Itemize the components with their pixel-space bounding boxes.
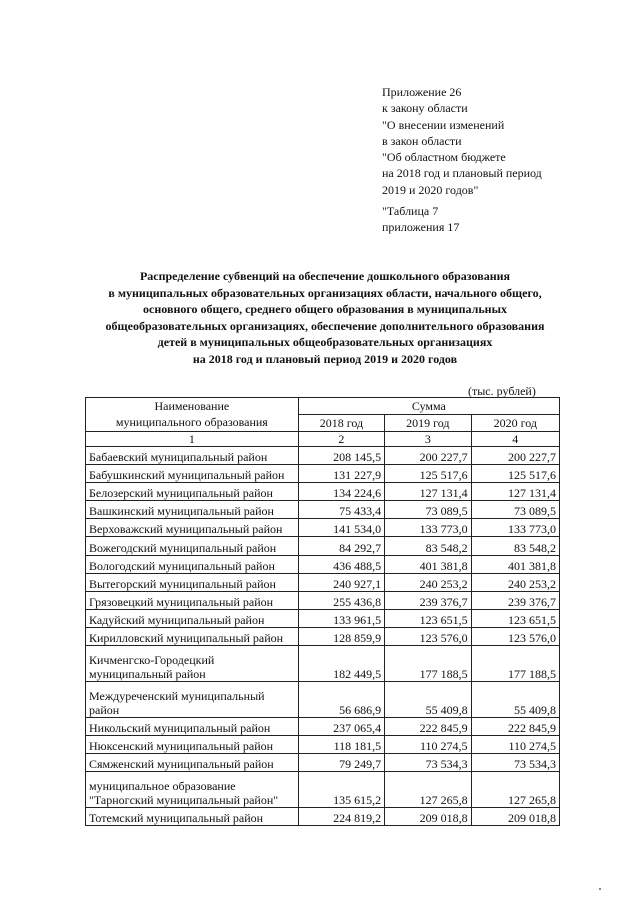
- cell-2018: 135 615,2: [298, 772, 384, 808]
- cell-2019: 127 265,8: [385, 772, 471, 808]
- column-header-2018: 2018 год: [298, 415, 384, 432]
- cell-2020: 401 381,8: [471, 555, 559, 573]
- cell-2018: 436 488,5: [298, 555, 384, 573]
- cell-2020: 240 253,2: [471, 573, 559, 591]
- cell-name: Вашкинский муниципальный район: [86, 501, 299, 519]
- cell-2018: 237 065,4: [298, 718, 384, 736]
- appendix-line: к закону области: [382, 101, 468, 116]
- cell-name: муниципальное образование "Тарногский муниципальный район": [86, 772, 299, 808]
- column-header-2020: 2020 год: [471, 415, 559, 432]
- cell-name: Кирилловский муниципальный район: [86, 627, 299, 645]
- cell-2020: 123 576,0: [471, 627, 559, 645]
- cell-2020: 127 265,8: [471, 772, 559, 808]
- table-row: [86, 447, 560, 465]
- appendix-line: на 2018 год и плановый период: [382, 166, 542, 181]
- appendix-line: приложения 17: [382, 220, 460, 235]
- table-row: [86, 465, 560, 483]
- cell-2019: 73 534,3: [385, 754, 471, 772]
- cell-2020: 177 188,5: [471, 646, 559, 682]
- title-line: в муниципальных образовательных организациях области, начального общего,: [108, 285, 542, 300]
- cell-2020: 123 651,5: [471, 609, 559, 627]
- scan-speck: [599, 888, 601, 890]
- appendix-block: [382, 84, 632, 236]
- cell-2018: 133 961,5: [298, 609, 384, 627]
- cell-name: Междуреченский муниципальный район: [86, 682, 299, 718]
- cell-2018: 182 449,5: [298, 646, 384, 682]
- cell-name: Никольский муниципальный район: [86, 718, 299, 736]
- cell-2020: 73 534,3: [471, 754, 559, 772]
- column-number: 3: [385, 432, 471, 447]
- cell-2020: 222 845,9: [471, 718, 559, 736]
- appendix-line: "О внесении изменений: [382, 117, 505, 132]
- title-line: Распределение субвенций на обеспечение дошкольного образования: [139, 269, 511, 283]
- appendix-line: "Таблица 7: [382, 204, 439, 219]
- cell-2019: 123 576,0: [385, 627, 471, 645]
- table-row: [86, 808, 560, 826]
- title-line: основного общего, среднего общего образования в муниципальных: [143, 302, 507, 316]
- cell-2019: 177 188,5: [385, 646, 471, 682]
- cell-2018: 79 249,7: [298, 754, 384, 772]
- cell-2019: 200 227,7: [385, 447, 471, 465]
- cell-2020: 55 409,8: [471, 682, 559, 718]
- appendix-line: 2019 и 2020 годов": [382, 182, 479, 197]
- appendix-line: Приложение 26: [382, 85, 462, 99]
- cell-2019: 133 773,0: [385, 519, 471, 537]
- column-header-sum: Сумма: [298, 398, 559, 415]
- cell-2018: 75 433,4: [298, 501, 384, 519]
- cell-2018: 141 534,0: [298, 519, 384, 537]
- cell-2019: 110 274,5: [385, 736, 471, 754]
- cell-2018: 56 686,9: [298, 682, 384, 718]
- cell-2019: 239 376,7: [385, 591, 471, 609]
- table-row: [86, 609, 560, 627]
- cell-name: Грязовецкий муниципальный район: [86, 591, 299, 609]
- cell-2018: 240 927,1: [298, 573, 384, 591]
- table-row: [86, 555, 560, 573]
- cell-2018: 224 819,2: [298, 808, 384, 826]
- cell-2019: 123 651,5: [385, 609, 471, 627]
- cell-2018: 255 436,8: [298, 591, 384, 609]
- cell-2019: 240 253,2: [385, 573, 471, 591]
- cell-name: Тотемский муниципальный район: [86, 808, 299, 826]
- cell-name: Вытегорский муниципальный район: [86, 573, 299, 591]
- cell-name: Сямженский муниципальный район: [86, 754, 299, 772]
- cell-2018: 131 227,9: [298, 465, 384, 483]
- cell-2020: 127 131,4: [471, 483, 559, 501]
- cell-2019: 401 381,8: [385, 555, 471, 573]
- cell-2020: 73 089,5: [471, 501, 559, 519]
- document-title: [60, 268, 590, 367]
- cell-name: Кадуйский муниципальный район: [86, 609, 299, 627]
- cell-2019: 125 517,6: [385, 465, 471, 483]
- cell-name: Белозерский муниципальный район: [86, 483, 299, 501]
- cell-name: Вожегодский муниципальный район: [86, 537, 299, 555]
- cell-2020: 239 376,7: [471, 591, 559, 609]
- table-row: [86, 754, 560, 772]
- cell-2018: 84 292,7: [298, 537, 384, 555]
- table-row: [86, 627, 560, 645]
- cell-2018: 118 181,5: [298, 736, 384, 754]
- cell-name: Бабушкинский муниципальный район: [86, 465, 299, 483]
- cell-2020: 133 773,0: [471, 519, 559, 537]
- cell-name: Вологодский муниципальный район: [86, 555, 299, 573]
- units-label: (тыс. рублей): [468, 384, 536, 398]
- table-row: [86, 591, 560, 609]
- title-line: детей в муниципальных общеобразовательных организациях: [157, 335, 493, 349]
- table-row: [86, 501, 560, 519]
- column-number: 1: [86, 432, 299, 447]
- cell-2020: 83 548,2: [471, 537, 559, 555]
- table-row: [86, 483, 560, 501]
- table-row: [86, 537, 560, 555]
- title-line: общеобразовательных организациях, обеспечение дополнительного образования: [105, 318, 545, 333]
- cell-2018: 134 224,6: [298, 483, 384, 501]
- table-row: [86, 646, 560, 682]
- table-row: [86, 682, 560, 718]
- subventions-table: [85, 397, 560, 826]
- table-row: [86, 573, 560, 591]
- cell-2020: 125 517,6: [471, 465, 559, 483]
- cell-2019: 83 548,2: [385, 537, 471, 555]
- cell-2020: 110 274,5: [471, 736, 559, 754]
- column-header-2019: 2019 год: [385, 415, 471, 432]
- cell-name: Верховажский муниципальный район: [86, 519, 299, 537]
- appendix-line: в закон области: [382, 133, 462, 148]
- cell-name: Кичменгско-Городецкий муниципальный район: [86, 646, 299, 682]
- appendix-line: "Об областном бюджете: [382, 150, 506, 165]
- column-header-name: Наименование муниципального образования: [86, 398, 299, 432]
- cell-2018: 208 145,5: [298, 447, 384, 465]
- cell-2020: 200 227,7: [471, 447, 559, 465]
- cell-2019: 127 131,4: [385, 483, 471, 501]
- cell-2019: 209 018,8: [385, 808, 471, 826]
- column-number: 4: [471, 432, 559, 447]
- cell-2020: 209 018,8: [471, 808, 559, 826]
- title-line: на 2018 год и плановый период 2019 и 2020 годов: [192, 351, 458, 366]
- cell-name: Нюксенский муниципальный район: [86, 736, 299, 754]
- cell-2019: 222 845,9: [385, 718, 471, 736]
- table-row: [86, 718, 560, 736]
- table-row: [86, 736, 560, 754]
- cell-name: Бабаевский муниципальный район: [86, 447, 299, 465]
- cell-2018: 128 859,9: [298, 627, 384, 645]
- table-row: [86, 772, 560, 808]
- table-row: [86, 519, 560, 537]
- cell-2019: 55 409,8: [385, 682, 471, 718]
- column-number: 2: [298, 432, 384, 447]
- cell-2019: 73 089,5: [385, 501, 471, 519]
